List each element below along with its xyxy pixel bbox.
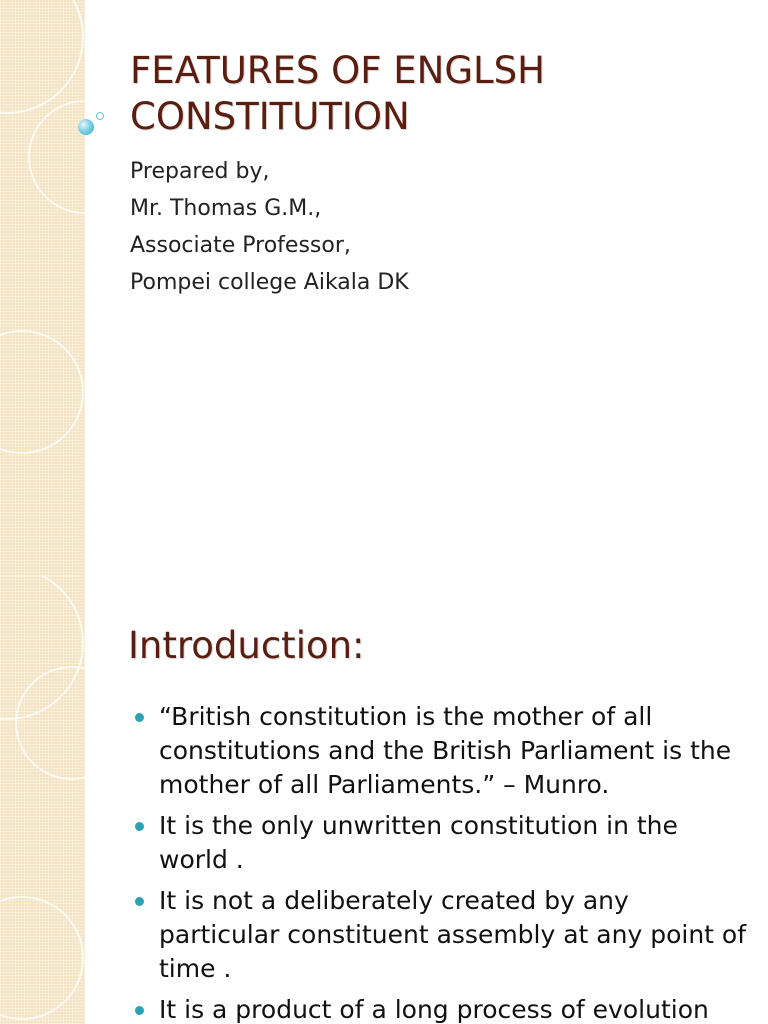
bullet-item: [132, 700, 752, 802]
bullet-text: It is a product of a long process of evolution: [159, 995, 709, 1024]
decorative-ring: [0, 330, 84, 454]
bullet-dot-icon: [135, 1006, 144, 1015]
bullet-item: [132, 809, 752, 877]
side-decoration-band: [0, 0, 85, 576]
decorative-ring: [15, 666, 129, 780]
bullet-dot-icon: [135, 822, 144, 831]
slide-introduction: [0, 576, 768, 1024]
bullet-list: [132, 700, 752, 1024]
side-decoration-band: [0, 576, 85, 1024]
slide-title-heading: [130, 48, 750, 140]
author-line: Pompei college Aikala DK: [130, 270, 409, 295]
title-line: FEATURES OF ENGLSH: [130, 49, 545, 92]
bullet-text: It is the only unwritten constitution in the world .: [159, 811, 678, 874]
decorative-ring: [0, 0, 84, 114]
bullet-dot-icon: [135, 713, 144, 722]
bullet-text: “British constitution is the mother of all constitutions and the British Parliament is the mother of all Parliaments.” – Munro.: [159, 702, 732, 799]
title-line: CONSTITUTION: [130, 95, 410, 138]
decorative-ring: [0, 896, 84, 1020]
bullet-item: [132, 884, 752, 986]
author-line: Mr. Thomas G.M.,: [130, 196, 322, 221]
author-block: [130, 153, 730, 301]
bullet-dot-icon: [135, 897, 144, 906]
bullet-text: It is not a deliberately created by any particular constituent assembly at any point of time .: [159, 886, 747, 983]
bubble-icon: [78, 119, 94, 135]
bubble-icon: [96, 112, 104, 120]
decorative-ring: [28, 100, 142, 214]
author-line: Prepared by,: [130, 159, 270, 184]
section-heading: Introduction:: [128, 624, 365, 667]
bullet-item: [132, 993, 752, 1024]
author-line: Associate Professor,: [130, 233, 351, 258]
